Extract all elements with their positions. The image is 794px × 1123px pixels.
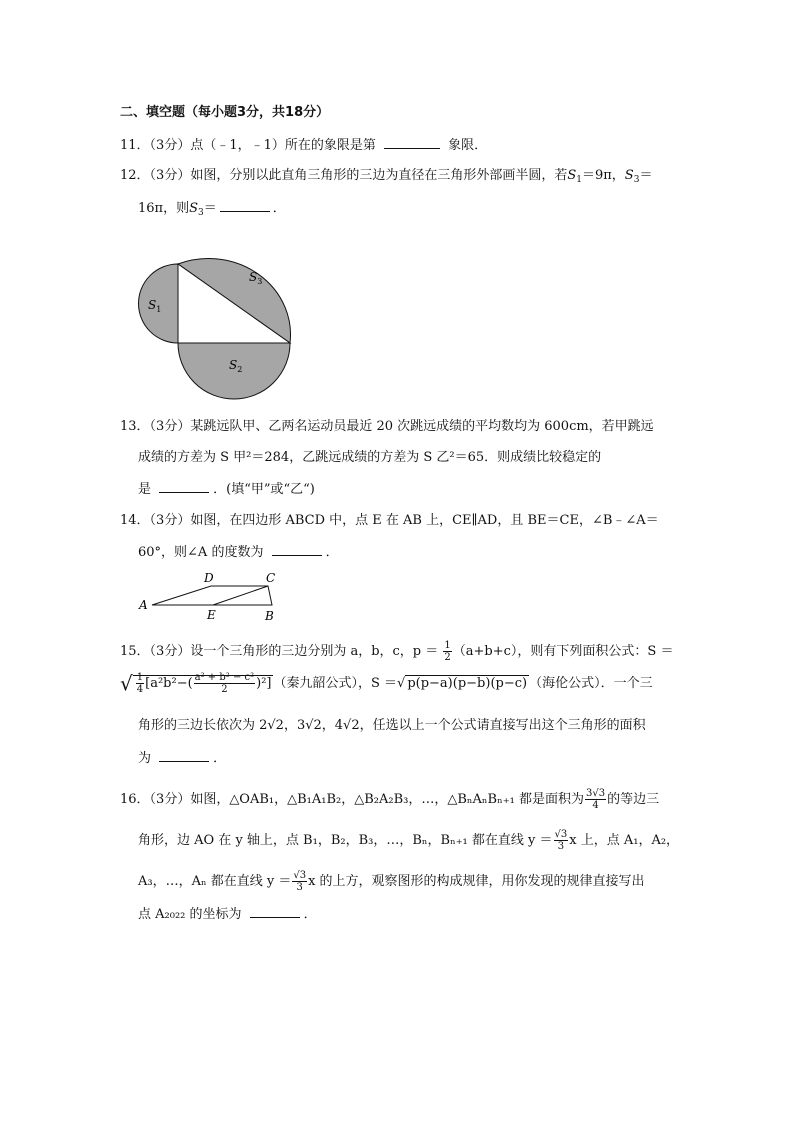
q11-answer-blank[interactable] (384, 136, 440, 149)
question-15-line3: 角形的三边长依次为 2√2，3√2，4√2，任选以上一个公式请直接写出这个三角形的面积 (138, 718, 646, 733)
label-b: B (265, 609, 274, 623)
q11-tail: 象限． (448, 138, 488, 153)
question-11 (120, 136, 487, 155)
q15-line1-end: （a+b+c），则有下列面积公式：S ＝ (452, 644, 674, 659)
q12-period: ． (272, 201, 286, 216)
segment-ce (213, 586, 268, 605)
q15-sqrt-sign: √ (120, 671, 133, 696)
label-s1: $S_1$ (148, 298, 162, 314)
q12-answer-blank[interactable] (220, 199, 270, 212)
q12-s1-sub: 1 (576, 175, 582, 185)
q13-answer-blank[interactable] (159, 480, 209, 493)
q12-eq1: ＝9π， (581, 168, 625, 183)
q16-k-fraction: $\frac{√3}{3}$ (554, 829, 568, 852)
q12-text: 12．（3分）如图，分别以此直角三角形的三边为直径在三角形外部画半圆，若 (120, 168, 568, 183)
question-13-line1: 13．（3分）某跳远队甲、乙两名运动员最近 20 次跳远成绩的平均数均为 600cm，若甲跳远 (120, 419, 654, 434)
q16-line2-start: 角形，边 AO 在 y 轴上，点 B₁，B₂，B₃，…，Bₙ，Bₙ₊₁ 都在直线 y ＝ (138, 833, 553, 848)
label-d: D (204, 571, 214, 585)
q16-line3-start: A₃，…，Aₙ 都在直线 y ＝ (138, 874, 292, 889)
q16-answer-blank[interactable] (250, 905, 300, 918)
question-16-line1 (120, 788, 659, 811)
q16-line2-end: x 上，点 A₁，A₂， (569, 833, 680, 848)
q12-s3: S (624, 168, 634, 183)
q12-semicircle-figure (138, 226, 318, 404)
q12-s1: S (567, 168, 577, 183)
section-title: 二、填空题（每小题3分，共18分） (120, 105, 330, 120)
question-15-line4 (138, 749, 226, 768)
label-s2: $S_2$ (229, 358, 243, 374)
question-15-line2: √ $\frac{1}{4}$ [a²b²−( $\frac{\text{a² + b² − c²}}{2}$ )²] （秦九韶公式），S ＝√ p(p−a)(p−b)(p−c) （海伦公式）．一个三 (120, 671, 653, 696)
q12-s3-sub: 3 (633, 175, 640, 185)
q15-qin-formula: $\frac{1}{4}$ [a²b²−( $\frac{\text{a² + b² − c²}}{2}$ )²] (133, 675, 274, 691)
label-c: C (266, 571, 276, 585)
q13-line3-end: ．(填“甲”或“乙“) (213, 482, 315, 497)
q11-text: 11．（3分）点（﹣1，﹣1）所在的象限是第 (120, 138, 376, 153)
q14-line2-end: ． (325, 545, 339, 560)
question-16-line4 (138, 905, 317, 924)
q15-heron-formula: p(p−a)(p−b)(p−c) (407, 676, 528, 691)
q13-line3-start: 是 (138, 482, 152, 497)
q14-answer-blank[interactable] (272, 543, 322, 556)
question-13-line2: 成绩的方差为 S 甲²＝284，乙跳远成绩的方差为 S 乙²＝65．则成绩比较稳定的 (138, 450, 602, 465)
question-14-line2 (138, 543, 339, 562)
q16-k-fraction-2: $\frac{√3}{3}$ (293, 870, 307, 893)
q15-heron-name: （海伦公式）．一个三 (529, 676, 653, 691)
question-13-line3 (138, 480, 315, 499)
question-12-line1 (120, 167, 652, 189)
q16-line3-end: x 的上方，观察图形的构成规律，用你发现的规律直接写出 (308, 874, 645, 889)
q12-line2-end: ＝ (203, 201, 217, 216)
q16-area-fraction: $\frac{3√3}{4}$ (585, 788, 606, 811)
quadrilateral-abcd (152, 586, 272, 605)
question-12-line2 (138, 199, 286, 222)
q12-s3-b: S (189, 201, 198, 216)
label-s3: $S_3$ (249, 270, 263, 286)
q15-line1-start: 15．（3分）设一个三角形的三边分别为 a，b，c，p ＝ (120, 644, 439, 659)
q14-line2-start: 60°，则∠A 的度数为 (138, 545, 264, 560)
question-14-line1: 14．（3分）如图，在四边形 ABCD 中，点 E 在 AB 上，CE∥AD，且 BE＝CE，∠B﹣∠A＝ (120, 513, 659, 528)
q12-s3-b-sub: 3 (198, 208, 204, 218)
q15-answer-blank[interactable] (159, 749, 209, 762)
label-a: A (139, 598, 148, 612)
q15-qin-name: （秦九韶公式），S ＝ (273, 676, 398, 691)
question-16-line3 (138, 870, 645, 893)
q16-line4-end: ． (303, 907, 317, 922)
q14-quadrilateral-figure (136, 568, 286, 624)
label-e: E (207, 608, 216, 622)
q16-line1-end: 的等边三 (607, 792, 660, 807)
q12-eq3: ＝ (639, 168, 653, 183)
q16-line1-start: 16．（3分）如图，△OAB₁，△B₁A₁B₂，△B₂A₂B₃，…，△BₙAₙBₙ₊₁ 都是面积为 (120, 792, 584, 807)
q15-line4-start: 为 (138, 751, 152, 766)
question-15-line1 (120, 640, 673, 663)
q12-line2-start: 16π，则 (138, 201, 190, 216)
q15-line4-end: ． (213, 751, 227, 766)
q16-line4-start: 点 A₂₀₂₂ 的坐标为 (138, 907, 242, 922)
s1-semicircle (139, 264, 179, 343)
question-16-line2 (138, 829, 679, 852)
q15-p-fraction: $\frac{1}{2}$ (444, 640, 451, 663)
